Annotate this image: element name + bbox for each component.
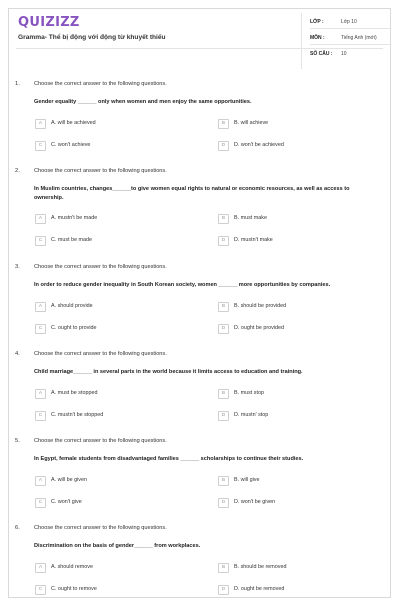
option-text: B. should be provided	[234, 303, 287, 309]
option-letter: D	[218, 498, 229, 508]
question-number: 2.	[15, 168, 20, 174]
option-letter: A	[35, 302, 46, 312]
worksheet-header	[9, 9, 390, 75]
option-text: C. ought to provide	[51, 325, 97, 331]
option-letter: C	[35, 411, 46, 421]
meta-row-count	[310, 51, 390, 67]
option-text: A. will be given	[51, 477, 87, 483]
option-text: B. should be removed	[234, 564, 287, 570]
option-text: D. mustn' stop	[234, 412, 269, 418]
option-text: C. won't achieve	[51, 142, 91, 148]
option-text: A. must be stopped	[51, 390, 98, 396]
option-text: B. will achieve	[234, 120, 269, 126]
meta-value: Tiếng Anh (mới)	[341, 35, 377, 41]
option-letter: D	[218, 324, 229, 334]
meta-panel	[310, 19, 390, 67]
option-letter: C	[35, 141, 46, 151]
option-text: A. should remove	[51, 564, 93, 570]
option-text: D. mustn't make	[234, 237, 273, 243]
question-instruction: Choose the correct answer to the following questions.	[34, 525, 167, 531]
option-letter: A	[35, 476, 46, 486]
option-text: A. should provide	[51, 303, 93, 309]
option-letter: B	[218, 119, 229, 129]
question-number: 3.	[15, 264, 20, 270]
option-letter: A	[35, 119, 46, 129]
question-text: Discrimination on the basis of gender______ from workplaces.	[34, 543, 201, 549]
question-instruction: Choose the correct answer to the following questions.	[34, 168, 167, 174]
option-text: A. will be achieved	[51, 120, 96, 126]
option-letter: A	[35, 214, 46, 224]
option-letter: C	[35, 324, 46, 334]
option-text: A. mustn't be made	[51, 215, 98, 221]
meta-divider	[301, 13, 302, 69]
option-letter: A	[35, 389, 46, 399]
option-text: B. will give	[234, 477, 260, 483]
quizizz-logo: QUIZIZZ	[18, 15, 80, 30]
meta-line	[310, 44, 390, 45]
question-number: 4.	[15, 351, 20, 357]
question-text: Child marriage______ in several parts in the world because it limits access to education and training.	[34, 369, 303, 375]
meta-label: LỚP :	[310, 19, 324, 25]
option-text: B. must stop	[234, 390, 264, 396]
meta-value: Lớp 10	[341, 19, 357, 25]
question-text: In Egypt, female students from disadvantaged families ______ scholarships to continue their studies.	[34, 456, 304, 462]
meta-value: 10	[341, 51, 347, 57]
worksheet	[8, 8, 391, 598]
meta-line	[310, 28, 390, 29]
option-text: C. ought to remove	[51, 586, 97, 592]
question-instruction: Choose the correct answer to the following questions.	[34, 264, 167, 270]
question-instruction: Choose the correct answer to the following questions.	[34, 438, 167, 444]
option-letter: C	[35, 498, 46, 508]
option-letter: C	[35, 236, 46, 246]
meta-label: MÔN :	[310, 35, 325, 41]
option-letter: B	[218, 302, 229, 312]
meta-row-subject	[310, 35, 390, 51]
option-text: B. must make	[234, 215, 267, 221]
question-number: 5.	[15, 438, 20, 444]
option-text: C. won't give	[51, 499, 82, 505]
option-letter: B	[218, 389, 229, 399]
option-letter: D	[218, 585, 229, 595]
worksheet-title: Gramma- Thể bị động với động từ khuyết thiếu	[18, 34, 166, 41]
meta-row-class	[310, 19, 390, 35]
option-letter: D	[218, 411, 229, 421]
option-letter: B	[218, 214, 229, 224]
option-text: D. ought be removed	[234, 586, 285, 592]
option-text: D. won't be given	[234, 499, 276, 505]
question-text: In order to reduce gender inequality in South Korean society, women ______ more opportunities by companies.	[34, 282, 331, 288]
option-text: C. must be made	[51, 237, 93, 243]
meta-label: SỐ CÂU :	[310, 51, 333, 57]
question-instruction: Choose the correct answer to the following questions.	[34, 81, 167, 87]
option-letter: B	[218, 476, 229, 486]
option-letter: C	[35, 585, 46, 595]
question-instruction: Choose the correct answer to the following questions.	[34, 351, 167, 357]
question-number: 6.	[15, 525, 20, 531]
option-letter: B	[218, 563, 229, 573]
option-letter: D	[218, 141, 229, 151]
question-number: 1.	[15, 81, 20, 87]
option-text: D. won't be achieved	[234, 142, 284, 148]
option-text: C. mustn't be stopped	[51, 412, 104, 418]
option-letter: A	[35, 563, 46, 573]
option-letter: D	[218, 236, 229, 246]
question-text: In Muslim countries, changes______to give women equal rights to natural or economic resources, as well as access to ownership.	[34, 186, 350, 201]
question-text: Gender equality ______ only when women and men enjoy the same opportunities.	[34, 99, 252, 105]
option-text: D. ought be provided	[234, 325, 285, 331]
